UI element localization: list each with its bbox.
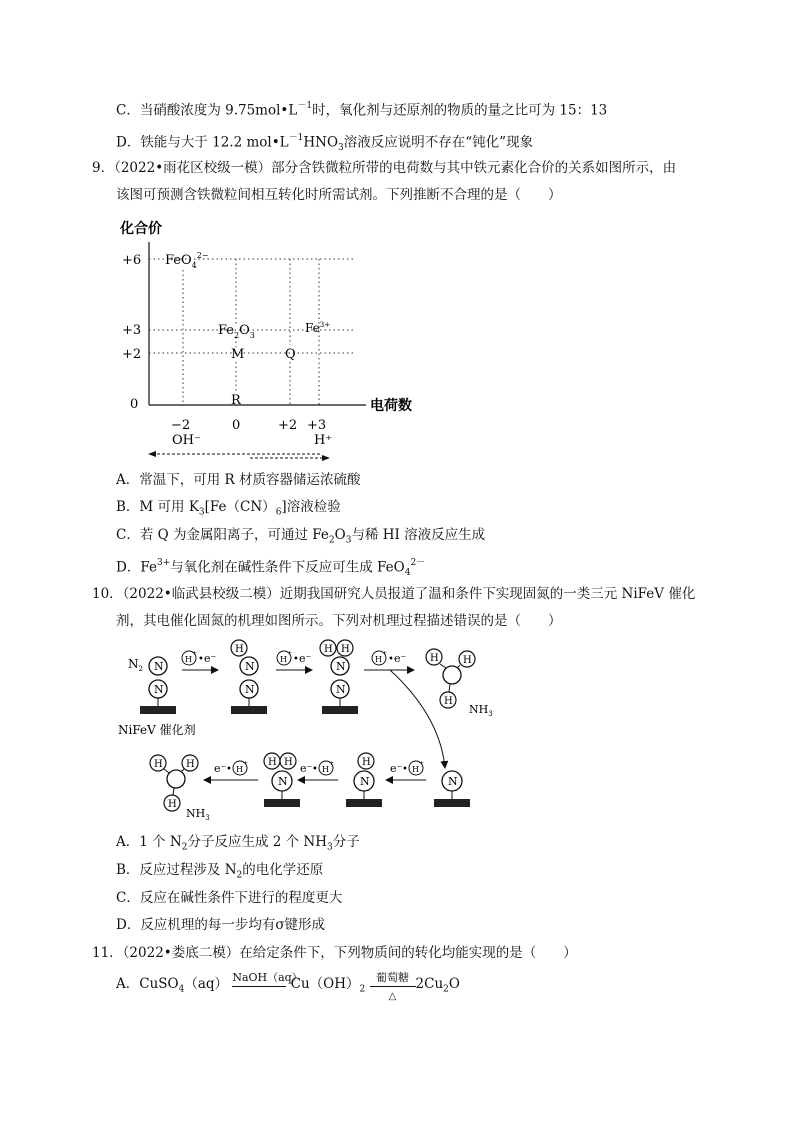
svg-text:H: H — [280, 655, 287, 664]
svg-text:H: H — [341, 644, 350, 655]
svg-text:•: • — [226, 764, 232, 775]
nitrogen-fixation-mechanism — [118, 636, 498, 826]
svg-text:+: + — [382, 650, 388, 657]
point-r: R — [231, 393, 241, 408]
svg-text:H: H — [168, 799, 177, 810]
svg-text:N: N — [448, 775, 458, 788]
svg-text:+: + — [419, 760, 425, 767]
stage2-nnh — [231, 640, 267, 714]
q11-option-a: A．CuSO$_4$（aq） NaOH（aq） $Cu(OH)_2$ 葡萄糖 △ $2Cu_2O$ — [116, 970, 460, 1002]
arrow-4 — [386, 760, 426, 780]
arrow-5 — [298, 760, 338, 780]
stage4-n — [434, 771, 470, 807]
svg-text:+: + — [329, 760, 335, 767]
svg-text:H: H — [444, 696, 453, 707]
q9-option-b: B．M 可用 $K_3[Fe(CN)_6]$溶液检验 — [116, 499, 341, 518]
svg-text:H: H — [324, 644, 333, 655]
svg-text:•: • — [312, 764, 318, 775]
svg-text:N: N — [278, 775, 288, 788]
condition-arrow-naoh: NaOH（aq） — [232, 975, 286, 995]
stage6-nh2 — [264, 753, 300, 807]
q11-stem: 11．（2022•娄底二模）在给定条件下，下列物质间的转化均能实现的是（ ） — [92, 945, 577, 961]
chart-ylabel: 化合价 — [120, 221, 162, 237]
svg-text:•: • — [388, 654, 394, 665]
ytick-2: +2 — [122, 347, 142, 362]
svg-text:H: H — [185, 655, 192, 664]
q8-option-c: C．当硝酸浓度为 $9.75mol•L^{-1}$时，氧化剂与还原剂的物质的量之比可为 15：13 — [116, 101, 608, 119]
q10-option-b: B．反应过程涉及 $N_2$的电化学还原 — [116, 862, 324, 881]
svg-text:H: H — [375, 655, 382, 664]
svg-text:+: + — [192, 650, 198, 657]
ytick-3: +3 — [122, 323, 142, 338]
svg-text:N: N — [245, 660, 255, 673]
svg-text:N: N — [336, 683, 346, 696]
xtick-neg2: −2 — [171, 418, 191, 433]
svg-text:e⁻: e⁻ — [214, 762, 227, 775]
svg-text:H: H — [284, 757, 293, 768]
svg-text:H: H — [322, 765, 329, 774]
svg-text:e⁻: e⁻ — [204, 652, 217, 665]
svg-text:H: H — [186, 759, 195, 770]
svg-text:e⁻: e⁻ — [394, 652, 407, 665]
nh3-label-1: $NH_3$ — [469, 703, 493, 718]
svg-text:H: H — [362, 757, 371, 768]
svg-text:•: • — [198, 654, 204, 665]
h-label: H⁺ — [314, 433, 333, 448]
svg-text:•: • — [402, 764, 408, 775]
svg-text:+: + — [243, 760, 249, 767]
xtick-pos3: +3 — [307, 418, 327, 433]
point-fe2o3: $Fe_2O_3$ — [218, 323, 255, 340]
arrow-1 — [182, 650, 218, 670]
iron-valence-chart — [116, 212, 416, 464]
arrow-6 — [204, 760, 258, 780]
oh-label: OH⁻ — [172, 433, 201, 448]
nh3-product-1 — [426, 649, 475, 708]
svg-text:H: H — [412, 765, 419, 774]
svg-text:H: H — [236, 765, 243, 774]
arrow-2 — [276, 650, 312, 670]
arrow-3 — [364, 650, 445, 768]
point-fe3plus: $Fe^{3+}$ — [305, 321, 331, 335]
svg-text:+: + — [287, 650, 293, 657]
q8-option-d: D．铁能与大于 12.2 $mol•L^{-1}HNO_3$溶液反应说明不存在“钝化”现象 — [116, 133, 534, 154]
svg-text:e⁻: e⁻ — [390, 762, 403, 775]
catalyst-label: NiFeV 催化剂 — [118, 723, 196, 737]
svg-text:N: N — [154, 660, 164, 673]
svg-text:e⁻: e⁻ — [300, 762, 313, 775]
q10-option-d: D．反应机理的每一步均有σ键形成 — [116, 917, 326, 933]
xtick-pos2: +2 — [278, 418, 298, 433]
xtick-0: 0 — [232, 418, 241, 433]
svg-text:e⁻: e⁻ — [299, 652, 312, 665]
stage1-n2 — [140, 657, 176, 714]
chart-xlabel: 电荷数 — [370, 398, 412, 414]
svg-text:N: N — [154, 683, 164, 696]
nh3-product-2 — [150, 755, 198, 811]
svg-text:H: H — [463, 655, 472, 666]
svg-text:H: H — [154, 759, 163, 770]
n2-label: $N_2$ — [128, 657, 143, 673]
q9-option-c: C．若 Q 为金属阳离子，可通过 $Fe_2O_3$与稀 HI 溶液反应生成 — [116, 527, 486, 546]
point-q: Q — [285, 347, 296, 362]
q10-option-a: A．1 个 $N_2$分子反应生成 2 个 $NH_3$分子 — [116, 834, 360, 853]
svg-text:H: H — [430, 653, 439, 664]
q9-stem-line2: 该图可预测含铁微粒间相互转化时所需试剂。下列推断不合理的是（ ） — [116, 187, 562, 203]
point-feo4: FeO$_4^{2-}$ — [165, 251, 209, 270]
ytick-6: +6 — [122, 253, 142, 268]
stage3-nnh2 — [320, 640, 358, 714]
q9-stem-line1: 9．（2022•雨花区校级一模）部分含铁微粒所带的电荷数与其中铁元素化合价的关系如图所示，由 — [92, 160, 677, 176]
condition-arrow-glucose: 葡萄糖 △ — [370, 975, 416, 995]
point-m: M — [231, 347, 245, 362]
svg-text:•: • — [293, 654, 299, 665]
ytick-0: 0 — [130, 397, 139, 412]
q9-option-d: D．$Fe^{3+}$与氧化剂在碱性条件下反应可生成 FeO$_4^{2-}$ — [116, 558, 426, 579]
stage5-nh — [346, 753, 382, 807]
svg-text:N: N — [336, 660, 346, 673]
q9-option-a: A．常温下，可用 R 材质容器储运浓硫酸 — [116, 472, 361, 488]
svg-text:H: H — [235, 644, 244, 655]
svg-text:N: N — [245, 683, 255, 696]
svg-text:H: H — [268, 757, 277, 768]
q10-stem-line1: 10．（2022•临武县校级二模）近期我国研究人员报道了温和条件下实现固氮的一类三元 NiFeV 催化 — [92, 586, 696, 602]
q10-option-c: C．反应在碱性条件下进行的程度更大 — [116, 890, 343, 906]
svg-text:N: N — [360, 775, 370, 788]
nh3-label-2: $NH_3$ — [186, 807, 210, 822]
q10-stem-line2: 剂，其电催化固氮的机理如图所示。下列对机理过程描述错误的是（ ） — [116, 613, 562, 629]
